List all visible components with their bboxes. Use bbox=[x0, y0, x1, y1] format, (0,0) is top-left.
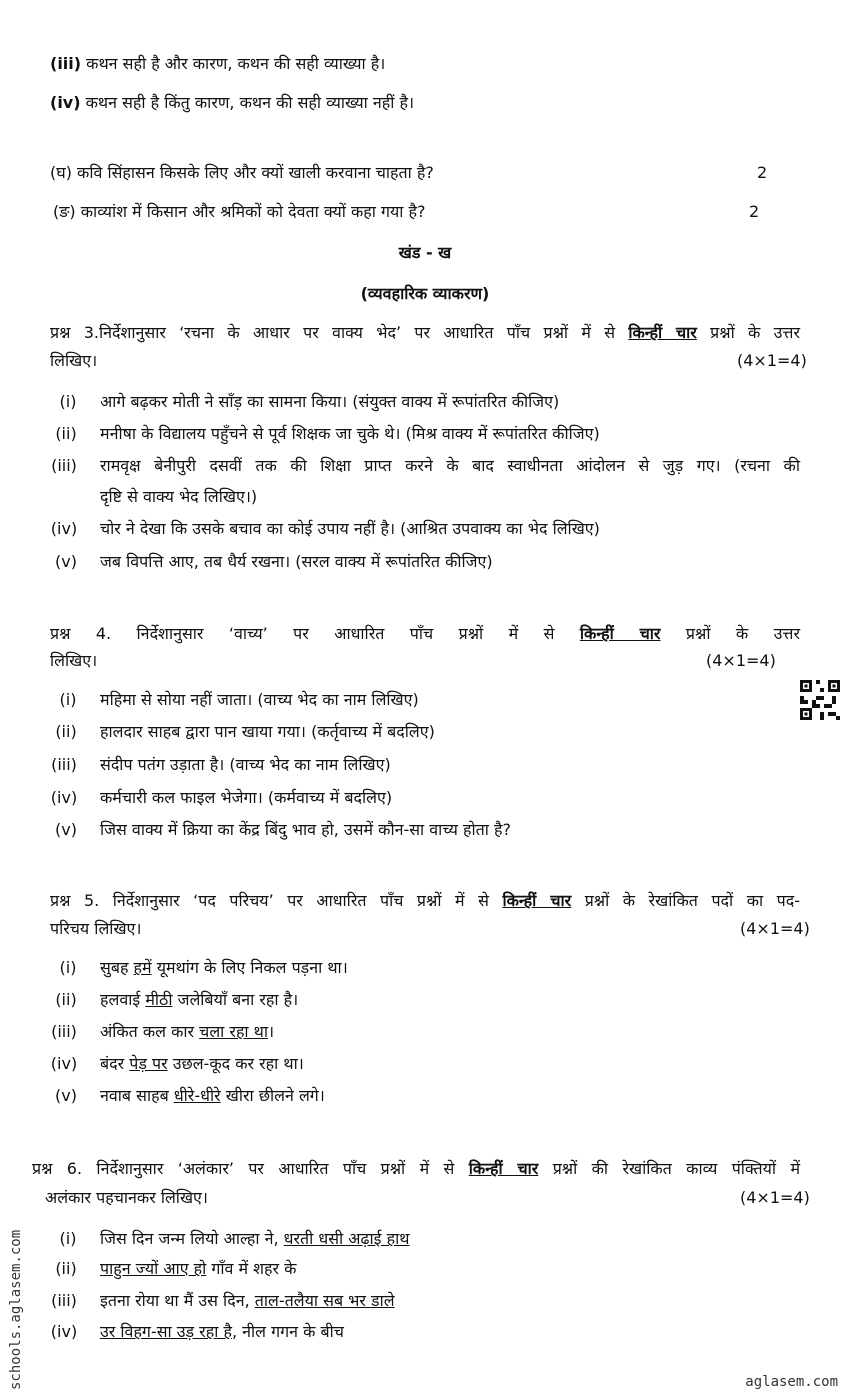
q5-marks: (4×1=4) bbox=[740, 919, 810, 938]
qr-code-icon bbox=[800, 680, 840, 720]
q4-item: महिमा से सोया नहीं जाता। (वाच्य भेद का नाम लिखिए) bbox=[100, 690, 419, 709]
q6-heading-line2: अलंकार पहचानकर लिखिए। bbox=[45, 1188, 208, 1207]
q3-item-number: (ii) bbox=[55, 424, 77, 443]
q3-item: मनीषा के विद्यालय पहुँचने से पूर्व शिक्षक जा चुके थे। (मिश्र वाक्य में रूपांतरित कीजिए) bbox=[100, 424, 600, 443]
q4-item: जिस वाक्य में क्रिया का केंद्र बिंदु भाव हो, उसमें कौन-सा वाच्य होता है? bbox=[100, 820, 512, 839]
q6-item-number: (iv) bbox=[50, 1322, 78, 1341]
footer-site[interactable]: aglasem.com bbox=[745, 1374, 838, 1390]
q4-heading-line2: लिखिए। bbox=[50, 651, 98, 670]
q3-item-number: (iii) bbox=[51, 456, 77, 475]
option-iv: (iv) कथन सही है किंतु कारण, कथन की सही व्याख्या नहीं है। bbox=[50, 93, 415, 112]
question-ng-marks: 2 bbox=[749, 202, 760, 221]
q3-item: जब विपत्ति आए, तब धैर्य रखना। (सरल वाक्य में रूपांतरित कीजिए) bbox=[100, 552, 493, 571]
q6-item: जिस दिन जन्म लियो आल्हा ने, धरती धसी अढ़ाई हाथ bbox=[100, 1229, 410, 1248]
q4-item-number: (v) bbox=[55, 820, 77, 839]
q3-item: आगे बढ़कर मोती ने साँड़ का सामना किया। (संयुक्त वाक्य में रूपांतरित कीजिए) bbox=[100, 392, 560, 411]
q6-item: इतना रोया था मैं उस दिन, ताल-तलैया सब भर डाले bbox=[100, 1291, 395, 1310]
q5-item: सुबह हमें यूमथांग के लिए निकल पड़ना था। bbox=[100, 958, 348, 977]
question-gh: (घ) कवि सिंहासन किसके लिए और क्यों खाली करवाना चाहता है? bbox=[50, 163, 434, 182]
q4-marks: (4×1=4) bbox=[706, 651, 776, 670]
q3-heading: प्रश्न 3.निर्देशानुसार ‘रचना के आधार पर वाक्य भेद’ पर आधारित पाँच प्रश्नों में से किन्हीं चार प्रश्नों के उत्तर bbox=[50, 323, 800, 342]
q6-item-number: (i) bbox=[59, 1229, 77, 1248]
q4-item-number: (ii) bbox=[55, 722, 77, 741]
option-iii: (iii) कथन सही है और कारण, कथन की सही व्याख्या है। bbox=[50, 54, 386, 73]
q5-item-number: (ii) bbox=[55, 990, 77, 1009]
q4-item-number: (iii) bbox=[51, 755, 77, 774]
q5-heading: प्रश्न 5. निर्देशानुसार ‘पद परिचय’ पर आधारित पाँच प्रश्नों में से किन्हीं चार प्रश्नों के रेखांकित पदों का पद- bbox=[50, 891, 801, 910]
q3-heading-line2: लिखिए। bbox=[50, 351, 98, 370]
q6-heading: प्रश्न 6. निर्देशानुसार ‘अलंकार’ पर आधारित पाँच प्रश्नों में से किन्हीं चार प्रश्नों की रेखांकित काव्य पंक्तियों में bbox=[32, 1159, 801, 1178]
q3-item-number: (i) bbox=[59, 392, 77, 411]
question-ng: (ङ) काव्यांश में किसान और श्रमिकों को देवता क्यों कहा गया है? bbox=[53, 202, 426, 221]
q5-item-number: (i) bbox=[59, 958, 77, 977]
q6-marks: (4×1=4) bbox=[740, 1188, 810, 1207]
q3-item-continued: दृष्टि से वाक्य भेद लिखिए।) bbox=[100, 487, 258, 506]
q3-item: चोर ने देखा कि उसके बचाव का कोई उपाय नहीं है। (आश्रित उपवाक्य का भेद लिखिए) bbox=[100, 519, 600, 538]
section-subtitle: (व्यवहारिक व्याकरण) bbox=[360, 284, 490, 303]
q6-item: पाहुन ज्यों आए हो गाँव में शहर के bbox=[100, 1259, 297, 1278]
q5-item-number: (iii) bbox=[51, 1022, 77, 1041]
q4-item-number: (i) bbox=[59, 690, 77, 709]
q3-item-number: (iv) bbox=[50, 519, 78, 538]
q5-item: हलवाई मीठी जलेबियाँ बना रहा है। bbox=[100, 990, 299, 1009]
q5-item-number: (iv) bbox=[50, 1054, 78, 1073]
q4-item: संदीप पतंग उड़ाता है। (वाच्य भेद का नाम लिखिए) bbox=[100, 755, 391, 774]
q6-item: उर विहग-सा उड़ रहा है, नील गगन के बीच bbox=[100, 1322, 344, 1341]
q6-item-number: (ii) bbox=[55, 1259, 77, 1278]
side-watermark: schools.aglasem.com bbox=[8, 1229, 24, 1390]
q6-item-number: (iii) bbox=[51, 1291, 77, 1310]
question-gh-marks: 2 bbox=[757, 163, 768, 182]
q5-item: नवाब साहब धीरे-धीरे खीरा छीलने लगे। bbox=[100, 1086, 325, 1105]
q3-item: रामवृक्ष बेनीपुरी दसवीं तक की शिक्षा प्राप्त करने के बाद स्वाधीनता आंदोलन से जुड़ गए। (रचना की bbox=[100, 456, 800, 475]
q3-marks: (4×1=4) bbox=[737, 351, 807, 370]
q4-item-number: (iv) bbox=[50, 788, 78, 807]
q4-heading: प्रश्न 4. निर्देशानुसार ‘वाच्य’ पर आधारित पाँच प्रश्नों में से किन्हीं चार प्रश्नों के उत्तर bbox=[50, 624, 800, 643]
q5-item: बंदर पेड़ पर उछल-कूद कर रहा था। bbox=[100, 1054, 304, 1073]
q5-item: अंकित कल कार चला रहा था। bbox=[100, 1022, 275, 1041]
q4-item: हालदार साहब द्वारा पान खाया गया। (कर्तृवाच्य में बदलिए) bbox=[100, 722, 435, 741]
q3-item-number: (v) bbox=[55, 552, 77, 571]
q4-item: कर्मचारी कल फाइल भेजेगा। (कर्मवाच्य में बदलिए) bbox=[100, 788, 393, 807]
q5-heading-line2: परिचय लिखिए। bbox=[50, 919, 142, 938]
section-title: खंड - ख bbox=[398, 243, 452, 262]
q5-item-number: (v) bbox=[55, 1086, 77, 1105]
